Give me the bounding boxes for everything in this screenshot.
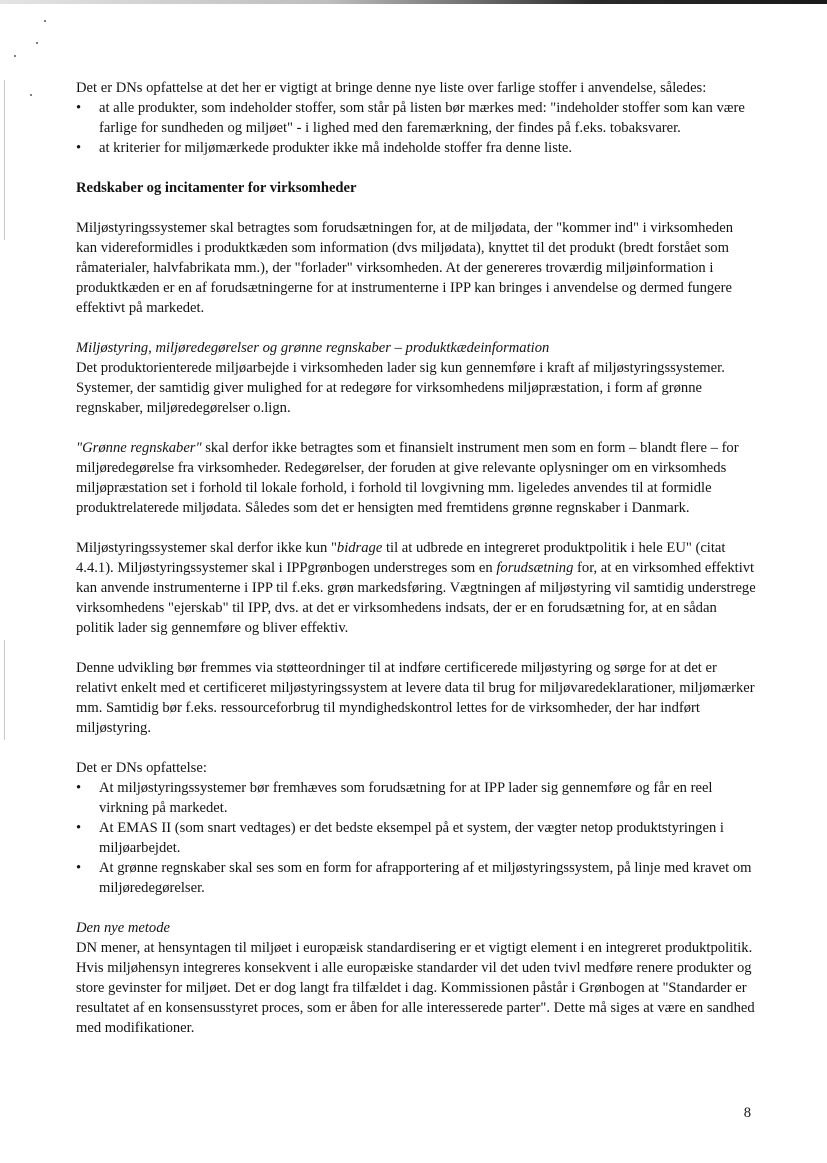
opinion-bullet-list [76, 778, 756, 898]
new-method-block [76, 918, 756, 1038]
scan-margin-line [4, 640, 5, 740]
page-number: 8 [743, 1105, 751, 1121]
document-body [76, 78, 756, 1038]
section-subheading: Den nye metode [76, 920, 171, 936]
green-accounts-block [76, 338, 756, 418]
emphasized-term: "Grønne regnskaber" [76, 440, 202, 456]
support-paragraph: Denne udvikling bør fremmes via støtteordninger til at indføre certificerede miljøstyring og sørge for at det er relativt enkelt med et certificeret miljøstyringssystem at levere data til brug for miljøvaredeklarationer, miljømærker mm. Samtidig bør f.eks. ressourceforbrug til myndighedskontrol lettes for de virksomheder, der har indført miljøstyring. [76, 660, 755, 736]
body-text: skal derfor ikke betragtes som et finansielt instrument men som en form – blandt flere – for miljøredegørelse fra virksomheder. Redegørelser, der foruden at give relevante oplysninger om en virksomheds miljøpræstation set i forhold til lokale forhold, i forhold til lovgivning mm. ligeledes anvendes til at formidle produktrelaterede miljødata. Således som det er hensigten med fremtidens grønne regnskaber i Danmark. [76, 440, 739, 516]
intro-bullet-list [76, 98, 756, 158]
scan-margin-line [4, 80, 5, 240]
body-paragraph: Det produktorienterede miljøarbejde i virksomheden lader sig kun gennemføre i kraft af miljøstyringssystemer. Systemer, der samtidig giver mulighed for at redegøre for virksomhedens miljøpræstation, i form af grønne regnskaber, miljøredegørelser o.lign. [76, 360, 725, 416]
ems-paragraph [76, 538, 756, 638]
scan-speck [30, 94, 32, 96]
section-heading: Redskaber og incitamenter for virksomheder [76, 180, 357, 196]
scan-top-edge [0, 0, 827, 4]
emphasized-term: bidrage [336, 540, 383, 556]
body-text: Miljøstyringssystemer skal derfor ikke kun " [76, 540, 337, 556]
body-paragraph: Miljøstyringssystemer skal betragtes som forudsætningen for, at de miljødata, der "kommer ind" i virksomheden kan videreformidles i produktkæden som information (dvs miljødata), knyttet til det produkt (bredt forstået som råmaterialer, halvfabrikata mm.), der "forlader" virksomheden. At der genereres troværdig miljøinformation i produktkæden er en af forudsætningerne for at instrumenterne i IPP kan bringes i anvendelse og dermed fungere effektivt på markedet. [76, 220, 733, 316]
list-item: • At miljøstyringssystemer bør fremhæves som forudsætning for at IPP lader sig gennemføre og får en reel virkning på markedet. [76, 778, 756, 818]
list-item: • At grønne regnskaber skal ses som en form for afrapportering af et miljøstyringssystem, på linje med kravet om miljøredegørelser. [76, 858, 756, 898]
opinion-lead: Det er DNs opfattelse: [76, 760, 207, 776]
list-item: • At EMAS II (som snart vedtages) er det bedste eksempel på et system, der vægter netop produktstyringen i miljøarbejdet. [76, 818, 756, 858]
body-text: for, at en virksomhed effektivt kan anvende instrumenterne i IPP til f.eks. grøn markedsføring. Vægtningen af miljøstyring vil samtidig understrege virksomhedens "ejerskab" til IPP, dvs. at det er virksomhedens indsats, der er en forudsætning for, at en sådan politik lader sig gennemføre og bliver effektiv. [76, 560, 756, 636]
scan-speck [14, 55, 16, 57]
body-text: til at udbrede en integreret produktpolitik i hele EU" (citat 4.4.1). Miljøstyringssystemer skal i IPPgrønbogen understreges som en [76, 540, 726, 576]
scan-speck [44, 20, 46, 22]
intro-paragraph: Det er DNs opfattelse at det her er vigtigt at bringe denne nye liste over farlige stoffer i anvendelse, således: [76, 80, 707, 96]
scan-speck [36, 42, 38, 44]
green-accounts-term-paragraph [76, 438, 756, 518]
list-item: • at alle produkter, som indeholder stoffer, som står på listen bør mærkes med: "indeholder stoffer som kan være farlige for sundheden og miljøet" - i lighed med den faremærkning, der findes på f.eks. tobaksvarer. [76, 98, 756, 138]
emphasized-term: forudsætning [496, 560, 574, 576]
section-subheading: Miljøstyring, miljøredegørelser og grønne regnskaber – produktkædeinformation [76, 340, 550, 356]
body-paragraph: DN mener, at hensyntagen til miljøet i europæisk standardisering er et vigtigt element i en integreret produktpolitik. Hvis miljøhensyn integreres konsekvent i alle europæiske standarder vil det uden tvivl medføre renere produkter og store gevinster for miljøet. Det er dog langt fra tilfældet i dag. Kommissionen påstår i Grønbogen at "Standarder er resultatet af en konsensusstyret proces, som er åben for alle interesserede parter". Dette må siges at være en sandhed med modifikationer. [76, 940, 755, 1036]
list-item: • at kriterier for miljømærkede produkter ikke må indeholde stoffer fra denne liste. [76, 138, 756, 158]
